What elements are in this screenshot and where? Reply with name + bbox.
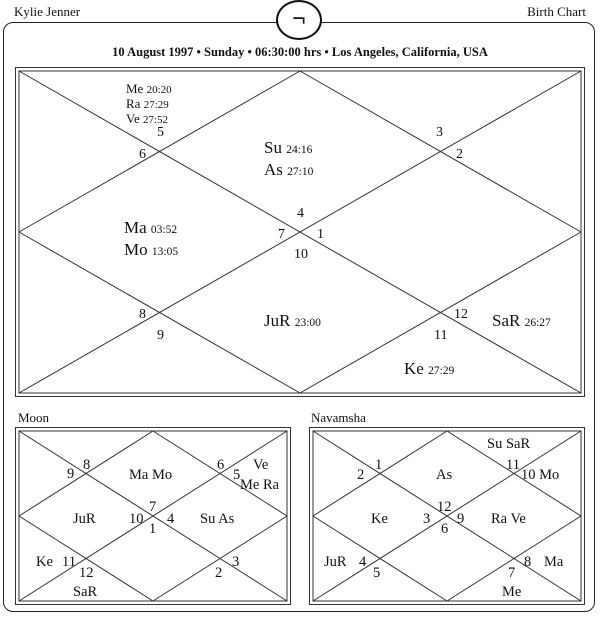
house-number: 1 [317,227,324,242]
navamsha-chart-grid [313,431,581,601]
moon-planet-ve: Ve [253,457,269,473]
planet-me: Me 20:20 [126,81,172,96]
nav-house-number: 2 [357,467,365,483]
moon-planet-ke: Ke [36,554,53,570]
house-number: 12 [454,307,468,322]
planet-mo: Mo 13:05 [124,240,179,259]
house-number: 11 [434,328,448,343]
moon-chart [15,427,291,605]
moon-planets-su-as: Su As [200,511,235,527]
navamsha-chart-title: Navamsha [311,410,366,425]
planet-as: As 27:10 [264,160,314,179]
house-number: 3 [436,125,443,140]
moon-house-number: 4 [167,511,175,527]
nav-house-mo: 10 Mo [521,467,560,483]
nav-house-number: 3 [423,511,431,527]
moon-house-number: 7 [149,499,157,515]
moon-chart-title: Moon [18,410,50,425]
nav-house-number: 8 [524,554,532,570]
house-number: 5 [157,125,164,140]
nav-planets-su-sa: Su SaR [487,436,531,452]
house-number: 10 [294,247,308,262]
planet-ve: Ve 27:52 [126,111,169,126]
moon-house-number: 9 [67,466,75,482]
moon-planets-ma-mo: Ma Mo [129,467,173,483]
main-chart-grid [19,71,581,393]
navamsha-chart [309,427,585,605]
planet-su: Su 24:16 [264,138,313,157]
moon-planet-ju: JuR [73,511,96,527]
chart-title: Birth Chart [527,4,586,19]
nav-planets-ra-ve: Ra Ve [491,511,526,527]
moon-house-number: 12 [79,565,94,581]
moon-house-number: 6 [217,457,225,473]
house-number: 7 [278,227,285,242]
nav-planet-ma: Ma [544,554,564,570]
moon-house-number: 8 [83,457,91,473]
nav-planet-me: Me [502,584,522,600]
planet-ke: Ke 27:29 [404,359,455,378]
planet-sa: SaR 26:27 [492,311,551,330]
moon-chart-grid [19,431,287,601]
house-number: 9 [157,328,164,343]
logo-emblem: ¬ [276,0,322,40]
moon-house-number: 1 [149,521,157,537]
nav-planet-as: As [436,467,453,483]
nav-planet-ke: Ke [371,511,388,527]
moon-planet-sa: SaR [73,584,98,600]
moon-house-number: 2 [215,565,223,581]
planet-ju: JuR 23:00 [264,311,321,330]
planet-ma: Ma 03:52 [124,218,178,237]
nav-house-number: 4 [359,554,367,570]
nav-house-number: 12 [437,499,452,515]
nav-house-number: 5 [373,565,381,581]
house-number: 4 [297,206,304,221]
nav-house-number: 7 [508,565,516,581]
nav-house-number: 11 [506,457,520,473]
moon-house-number: 11 [62,554,76,570]
nav-house-number: 6 [441,521,449,537]
house-number: 6 [139,147,146,162]
nav-house-number: 9 [457,511,465,527]
birth-details: 10 August 1997 • Sunday • 06:30:00 hrs • Los Angeles, California, USA [112,45,488,59]
moon-house-number: 3 [232,554,240,570]
house-number: 8 [139,307,146,322]
nav-planet-ju: JuR [324,554,347,570]
main-chart [15,67,585,397]
moon-planets-me-ra: Me Ra [240,477,280,493]
moon-house-number: 10 [129,511,144,527]
planet-ra: Ra 27:29 [126,96,169,111]
moon-house-number: 5 [233,467,241,483]
nav-house-number: 1 [375,457,383,473]
house-number: 2 [456,147,463,162]
person-name: Kylie Jenner [14,4,81,19]
